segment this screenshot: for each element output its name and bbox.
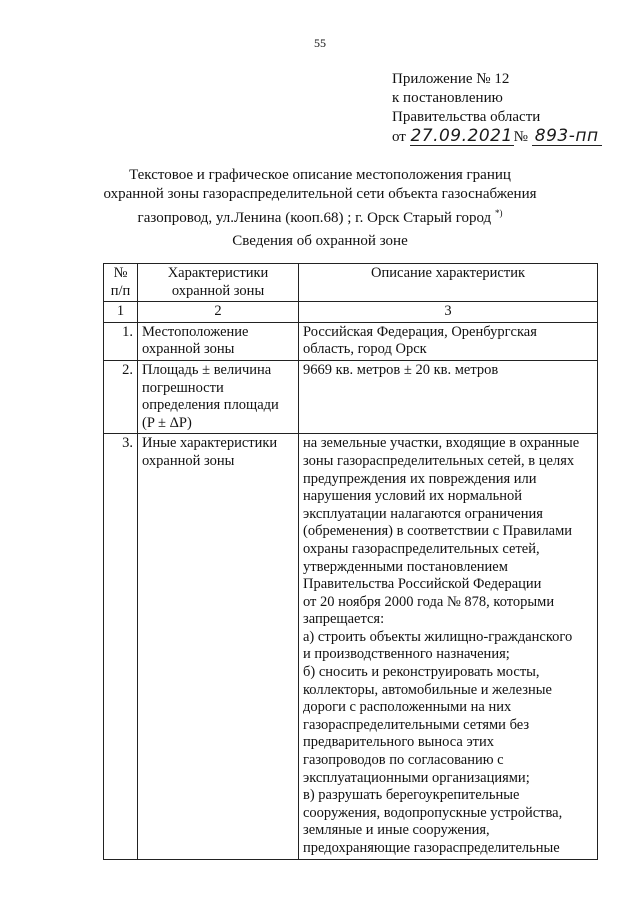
row-description <box>299 360 598 433</box>
index-cell: 2 <box>138 302 299 323</box>
row-number: 2. <box>104 360 138 433</box>
appendix-date-line <box>392 127 602 147</box>
description-line: сооружения, водопропускные устройства, <box>303 804 563 821</box>
description-line: предварительного выноса этих <box>303 734 495 751</box>
title-line-1: Текстовое и графическое описание местоположения границ <box>129 167 511 183</box>
section-subtitle: Сведения об охранной зоне <box>232 233 408 249</box>
description-line: эксплуатации налагаются ограничения <box>303 505 543 522</box>
table-index-row <box>104 302 598 323</box>
description-line: Российская Федерация, Оренбургская <box>303 323 537 340</box>
description-line: зоны газораспределительных сетей, в целях <box>303 452 575 469</box>
handwritten-date: 27.09.2021 <box>410 126 513 146</box>
title-line-3-text: газопровод, ул.Ленина (кооп.68) ; г. Орск Старый город <box>137 210 492 226</box>
description-line: предупреждения их повреждения или <box>303 470 537 487</box>
description-line: а) строить объекты жилищно-гражданского <box>303 628 573 645</box>
index-cell: 1 <box>104 302 138 323</box>
description-line: (обременения) в соответствии с Правилами <box>303 523 573 540</box>
header-description: Описание характеристик <box>299 264 598 302</box>
protection-zone-table <box>103 263 598 860</box>
description-line: утвержденными постановлением <box>303 558 508 575</box>
description-line: б) сносить и реконструировать мосты, <box>303 664 540 681</box>
description-line: Правительства Российской Федерации <box>303 576 542 593</box>
document-title <box>0 166 640 228</box>
description-line: эксплуатационными организациями; <box>303 769 530 786</box>
index-cell: 3 <box>299 302 598 323</box>
title-line-2: охранной зоны газораспределительной сети объекта газоснабжения <box>103 186 537 202</box>
table-row <box>104 322 598 360</box>
number-prefix: № <box>513 129 528 145</box>
description-line: в) разрушать берегоукрепительные <box>303 787 520 804</box>
description-line: предохраняющие газораспределительные <box>303 840 560 856</box>
footnote-mark: *) <box>494 208 503 218</box>
description-line: запрещается: <box>303 611 385 628</box>
row-number: 3. <box>104 434 138 859</box>
handwritten-number: 893-пп <box>532 127 602 146</box>
title-line-3 <box>0 204 640 228</box>
row-characteristic: Местоположение охранной зоны <box>138 322 299 360</box>
appendix-line-2: к постановлению <box>392 90 503 106</box>
appendix-block <box>392 70 602 147</box>
description-line: область, город Орск <box>303 341 427 358</box>
description-line: газопроводов по согласованию с <box>303 752 504 769</box>
header-number: № п/п <box>104 264 138 302</box>
row-description <box>299 322 598 360</box>
table-row <box>104 360 598 433</box>
appendix-line-1: Приложение № 12 <box>392 71 510 87</box>
description-line: на земельные участки, входящие в охранные <box>303 435 580 452</box>
description-line: от 20 ноября 2000 года № 878, которыми <box>303 593 555 610</box>
description-line: нарушения условий их нормальной <box>303 488 523 505</box>
row-characteristic: Иные характеристики охранной зоны <box>138 434 299 859</box>
description-line: дороги с расположенными на них <box>303 699 512 716</box>
description-line: коллекторы, автомобильные и железные <box>303 681 552 698</box>
table-row <box>104 434 598 859</box>
description-line: охраны газораспределительных сетей, <box>303 540 540 557</box>
description-line: 9669 кв. метров ± 20 кв. метров <box>303 361 499 378</box>
row-description <box>299 434 598 859</box>
description-line: и производственного назначения; <box>303 646 510 663</box>
row-number: 1. <box>104 322 138 360</box>
row-characteristic: Площадь ± величина погрешности определения площади (P ± ΔP) <box>138 360 299 433</box>
appendix-line-3: Правительства области <box>392 109 541 125</box>
date-prefix: от <box>392 129 406 145</box>
description-line: земляные и иные сооружения, <box>303 822 490 839</box>
table-header-row <box>104 264 598 302</box>
page-number: 55 <box>314 36 326 50</box>
header-characteristic: Характеристики охранной зоны <box>138 264 299 302</box>
description-line: газораспределительными сетями без <box>303 716 530 733</box>
